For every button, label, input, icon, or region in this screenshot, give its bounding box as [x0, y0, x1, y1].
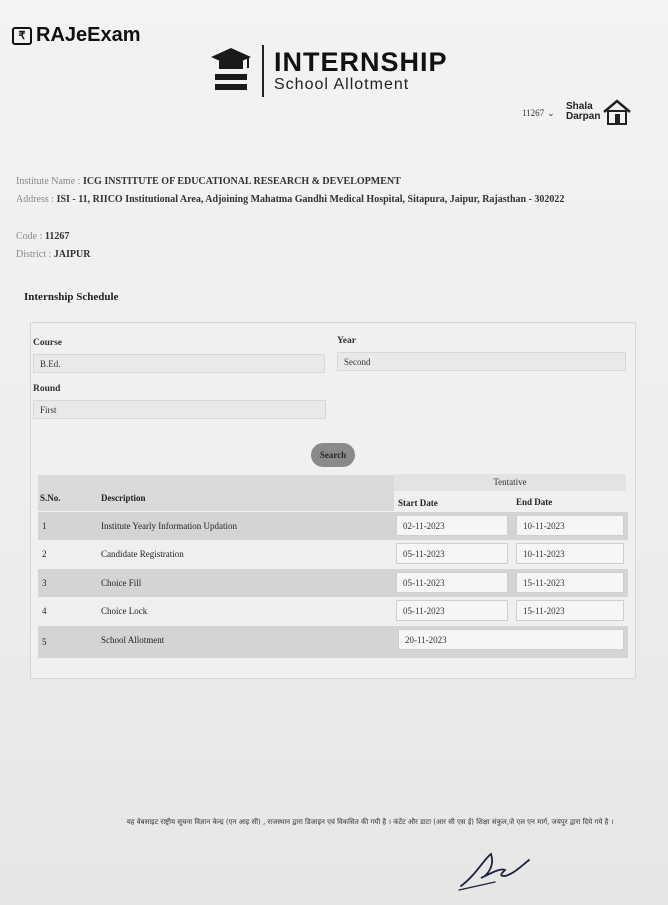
row-description: Institute Yearly Information Updation — [101, 521, 237, 531]
end-date-field[interactable]: 10-11-2023 — [516, 543, 624, 564]
end-date-field[interactable]: 10-11-2023 — [516, 515, 624, 536]
table-row — [38, 569, 628, 597]
row-description: Candidate Registration — [101, 549, 184, 559]
col-start-date: Start Date — [398, 498, 438, 508]
page-subtitle: School Allotment — [274, 76, 410, 93]
shala-darpan-logo — [566, 98, 632, 126]
col-description: Description — [101, 493, 146, 503]
footer-note: यह वेबसाइट राष्ट्रीय सूचना विज्ञान केन्द्र (एन आइ सी) , राजस्थान द्वारा डिजाइन एवं विकसित की गयी है । कंटेंट और डाटा (आर सी एस ई) शिक्षा संकुल,जे एल एन मार्ग, जयपुर द्वारा दिये गये है । — [126, 818, 614, 826]
rajeexam-logo — [12, 24, 141, 47]
table-row — [38, 626, 628, 658]
row-sno: 4 — [42, 606, 47, 616]
institute-address: ISI - 11, RIICO Institutional Area, Adjoining Mahatma Gandhi Medical Hospital, Sitapura, Jaipur, Rajasthan - 302022 — [56, 194, 565, 205]
table-row — [38, 597, 628, 625]
signature — [455, 846, 535, 892]
col-sno: S.No. — [40, 493, 61, 503]
row-description: School Allotment — [101, 635, 165, 645]
round-select[interactable]: First — [33, 400, 326, 419]
allotment-date-field[interactable]: 20-11-2023 — [398, 629, 624, 650]
search-button[interactable]: Search — [311, 443, 355, 467]
rupee-icon: ₹ — [12, 27, 32, 45]
institute-district: JAIPUR — [53, 249, 91, 260]
row-description: Choice Lock — [101, 606, 148, 616]
row-sno: 5 — [42, 637, 47, 647]
end-date-field[interactable]: 15-11-2023 — [516, 600, 624, 621]
col-end-date: End Date — [516, 497, 553, 507]
course-label: Course — [33, 338, 63, 348]
section-title: Internship Schedule — [24, 291, 119, 303]
brand-name: RAJeExam — [36, 24, 141, 46]
institute-code: 11267 — [44, 231, 70, 242]
row-sno: 2 — [42, 549, 47, 559]
year-select[interactable]: Second — [337, 352, 626, 371]
year-label: Year — [337, 336, 356, 346]
start-date-field[interactable]: 05-11-2023 — [396, 572, 508, 593]
table-row — [38, 512, 628, 540]
institute-name: ICG INSTITUTE OF EDUCATIONAL RESEARCH & DEVELOPMENT — [82, 176, 401, 187]
darpan-text: Darpan — [566, 111, 601, 122]
round-label: Round — [33, 384, 61, 394]
course-select[interactable]: B.Ed. — [33, 354, 325, 373]
start-date-field[interactable]: 05-11-2023 — [396, 543, 508, 564]
row-description: Choice Fill — [101, 578, 142, 588]
header-divider — [262, 45, 264, 97]
house-icon — [602, 98, 632, 126]
institute-district-line: District : JAIPUR — [16, 249, 91, 260]
institute-name-line: Institute Name : ICG INSTITUTE OF EDUCATIONAL RESEARCH & DEVELOPMENT — [16, 176, 401, 187]
internship-header — [210, 44, 448, 98]
end-date-field[interactable]: 15-11-2023 — [516, 572, 624, 593]
institute-address-line: Address : ISI - 11, RIICO Institutional Area, Adjoining Mahatma Gandhi Medical Hospital, Sitapura, Jaipur, Rajasthan - 302022 — [16, 194, 565, 205]
user-menu[interactable] — [522, 108, 555, 119]
chevron-down-icon: ⌄ — [547, 108, 555, 118]
row-sno: 1 — [42, 521, 47, 531]
user-code: 11267 — [522, 108, 545, 118]
tentative-header: Tentative — [394, 474, 626, 491]
start-date-field[interactable]: 02-11-2023 — [396, 515, 508, 536]
row-sno: 3 — [42, 578, 47, 588]
table-row — [38, 540, 628, 568]
start-date-field[interactable]: 05-11-2023 — [396, 600, 508, 621]
institute-code-line: Code : 11267 — [16, 231, 70, 242]
page-title: INTERNSHIP — [274, 47, 448, 77]
table-header — [38, 475, 394, 511]
graduation-cap-icon — [210, 44, 252, 98]
shala-text: Shala — [566, 101, 593, 112]
